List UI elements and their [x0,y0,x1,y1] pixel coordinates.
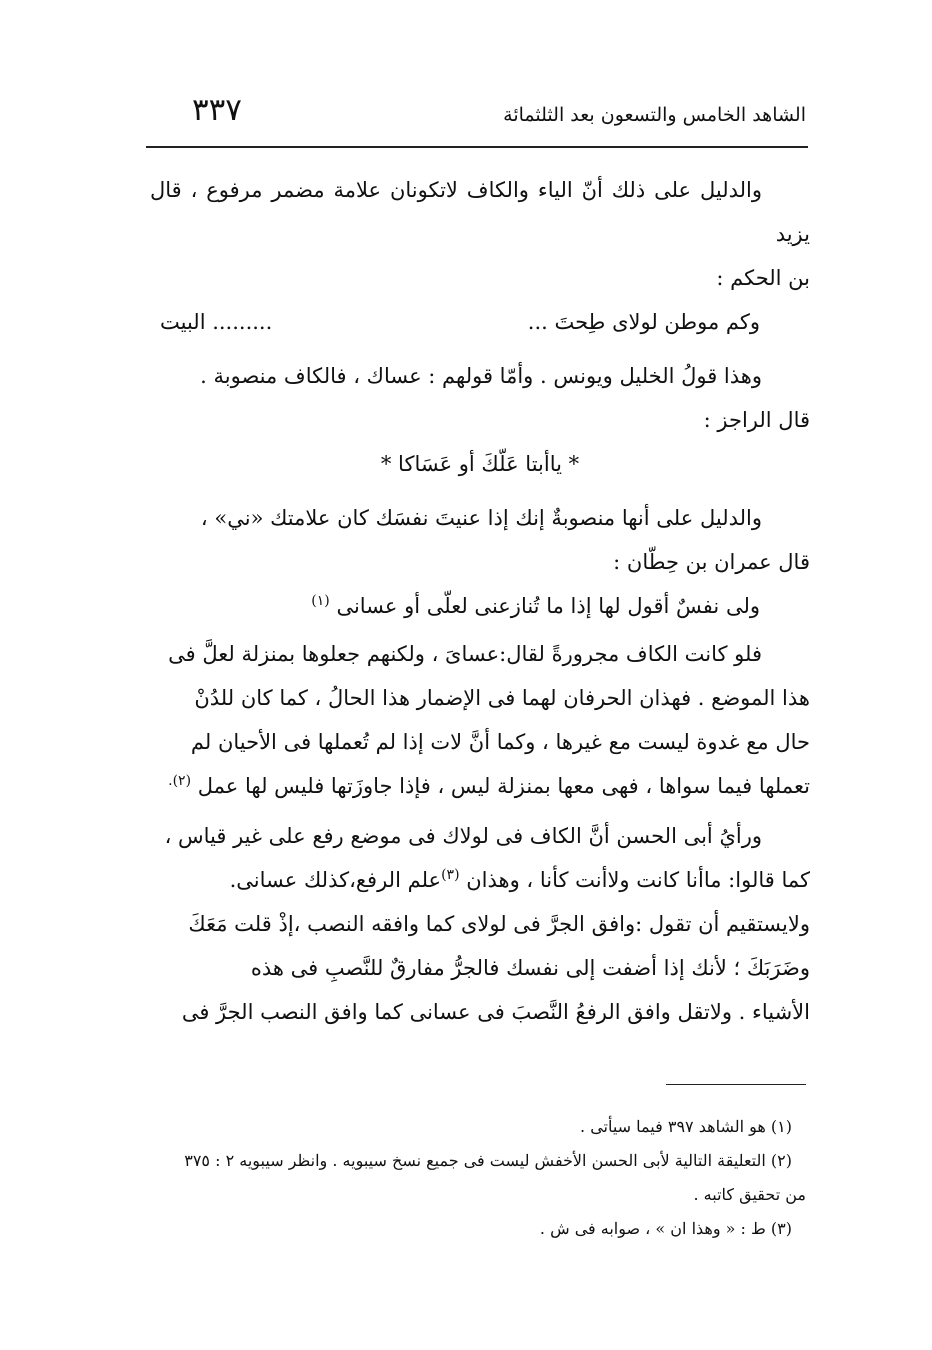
text-line: بن الحكم : [716,266,810,290]
text-line: وضَرَبَكَ ؛ لأنك إذا أضفت إلى نفسك فالجرُّ مفارقٌ للنَّصبِ فى هذه [250,956,810,980]
text-line: قال عمران بن حِطّان : [613,550,810,574]
footnote-ref: (٢). [168,773,192,789]
text-run: علم الرفع،كذلك عسانى. [229,868,442,892]
text-run: كما قالوا: ماأنا كانت ولاأنت كأنا ، وهذان [466,868,810,892]
footnote-3: (٣) ط : « وهذا ان » ، صوابه فى ش . [539,1219,792,1238]
text-line [150,858,810,902]
text-line: قال الراجز : [703,408,810,432]
text-line: والدليل على ذلك أنّ الياء والكاف لاتكونان علامة مضمر مرفوع ، قال يزيد [150,178,810,246]
text-line: هذا الموضع . فهذان الحرفان لهما فى الإضمار هذا الحالُ ، كما كان للدُنْ [194,686,810,710]
running-title: الشاهد الخامس والتسعون بعد الثلثمائة [503,104,806,126]
text-line: حال مع غدوة ليست مع غيرها ، وكما أنَّ لات إذا لم تُعملها فى الأحيان لم [190,730,810,754]
verse-hemistich: وكم موطن لولاى طِحتَ ... [527,310,760,334]
verse-text: ولى نفسٌ أقول لها إذا ما تُنازعنى لعلّى أو عسانى [336,594,760,618]
text-line: ورأيُ أبى الحسن أنَّ الكاف فى لولاك فى موضع رفع على غير قياس ، [164,824,762,848]
footnote-ref: (١) [311,593,330,609]
verse-hemistich: ......... البيت [160,310,273,334]
page-number: ٣٣٧ [192,92,242,128]
verse-line [150,300,810,348]
text-line: الأشياء . ولاتقل وافق الرفعُ النَّصبَ فى عسانى كما وافق النصب الجرَّ فى [181,1000,810,1024]
text-line: وهذا قولُ الخليل ويونس . وأمّا قولهم : عساك ، فالكاف منصوبة . [200,364,762,388]
verse-hemistich: * ياأبتا عَلّكَ أو عَسَاكا * [380,452,580,476]
text-line: والدليل على أنها منصوبةٌ إنك إذا عنيتَ نفسَك كان علامتك «ني» ، [200,506,762,530]
footnote-2: (٢) التعليقة التالية لأبى الحسن الأخفش ليست فى جميع نسخ سيبويه . وانظر سيبويه ٢ : ٣٧٥ [184,1151,792,1170]
text-line: فلو كانت الكاف مجرورةً لقال:عساىَ ، ولكنهم جعلوها بمنزلة لعلَّ فى [168,642,762,666]
footnote-ref: (٣) [441,867,460,883]
main-text [150,168,810,1034]
verse-line [150,442,810,490]
verse-line [150,584,810,632]
footnote-2-continuation: من تحقيق كاتبه . [693,1185,806,1204]
text-run: تعملها فيما سواها ، فهى معها بمنزلة ليس ، فإذا جاوزَتها فليس لها عمل [197,774,810,798]
page-header [148,92,806,136]
text-line [150,764,810,808]
footnotes [156,1110,806,1246]
footnote-1: (١) هو الشاهد ٣٩٧ فيما سيأتى . [580,1117,792,1136]
header-divider [146,146,808,148]
text-line: ولايستقيم أن تقول :وافق الجرَّ فى لولاى كما وافقه النصب ،إذْ قلت مَعَكَ [188,912,810,936]
footnote-divider [666,1084,806,1085]
